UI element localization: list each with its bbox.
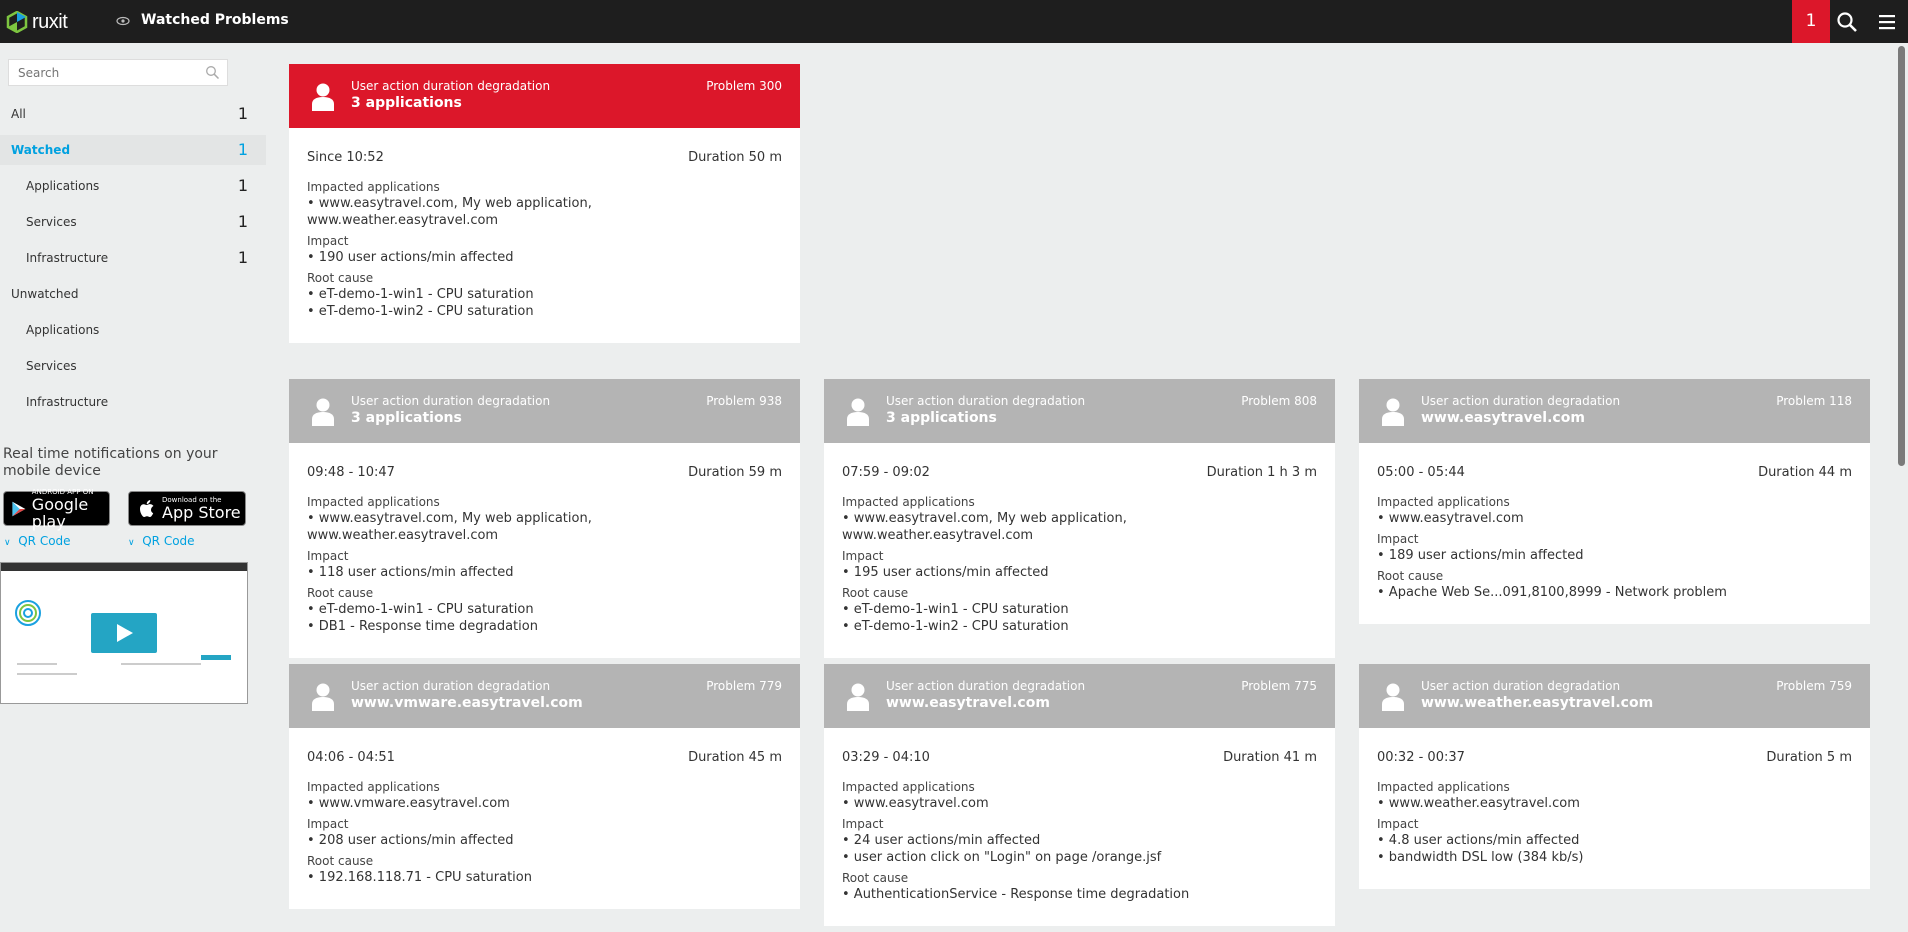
impact-label: Impact	[842, 817, 884, 831]
google-play-button[interactable]	[3, 487, 110, 531]
sidebar-item-unwatched[interactable]	[0, 279, 266, 309]
scrollbar-thumb[interactable]	[1898, 46, 1905, 466]
problem-card[interactable]	[824, 379, 1335, 658]
sidebar-item-unwatched-infrastructure[interactable]	[0, 387, 266, 417]
play-icon[interactable]	[91, 613, 157, 653]
problem-duration: Duration 5 m	[1766, 750, 1852, 765]
impacted-value: • www.easytravel.com, My web application, www.weather.easytravel.com	[307, 511, 592, 543]
problem-card-body	[289, 728, 800, 909]
impact-value: • 208 user actions/min affected	[307, 833, 514, 848]
root_cause-label: Root cause	[842, 871, 909, 885]
sidebar-item-count: 1	[237, 176, 248, 195]
ruxit-logo[interactable]	[6, 11, 67, 33]
impacted-label: Impacted applications	[307, 495, 440, 509]
impacted-label: Impacted applications	[307, 780, 440, 794]
page-title: Watched Problems	[141, 12, 289, 28]
problem-time-row	[1377, 750, 1852, 765]
problem-id: Problem 779	[706, 679, 782, 693]
video-thumbnail[interactable]	[0, 562, 248, 704]
sidebar-item-unwatched-applications[interactable]	[0, 315, 266, 345]
problem-duration: Duration 50 m	[688, 150, 782, 165]
impact-label: Impact	[307, 234, 349, 248]
problem-time-row	[307, 465, 782, 480]
video-thumb-line	[17, 673, 77, 675]
root_cause-value: • eT-demo-1-win2 - CPU saturation	[307, 304, 534, 319]
search-icon[interactable]	[205, 65, 220, 80]
google-play-big: Google play	[31, 494, 89, 531]
problem-time-row	[842, 465, 1317, 480]
logo-text: ruxit	[32, 10, 68, 33]
impact-value: • user action click on "Login" on page /orange.jsf	[842, 850, 1162, 865]
search-box	[8, 59, 228, 86]
impact-value: • 189 user actions/min affected	[1377, 548, 1584, 563]
problem-id: Problem 938	[706, 394, 782, 408]
root_cause-value: • eT-demo-1-win1 - CPU saturation	[307, 602, 534, 617]
problem-affected-apps: www.easytravel.com	[1421, 410, 1585, 426]
problem-type: User action duration degradation	[886, 394, 1086, 408]
impacted-label: Impacted applications	[842, 780, 975, 794]
problem-id: Problem 808	[1241, 394, 1317, 408]
sidebar-item-label: Services	[26, 359, 77, 373]
problem-duration: Duration 41 m	[1223, 750, 1317, 765]
qr-code-link-ios[interactable]	[128, 534, 195, 548]
sidebar-item-watched-infrastructure[interactable]	[0, 243, 266, 273]
problem-time: 04:06 - 04:51	[307, 750, 395, 765]
problem-time: 09:48 - 10:47	[307, 465, 395, 480]
problem-affected-apps: 3 applications	[351, 410, 462, 426]
video-thumb-ring-icon	[13, 598, 43, 628]
root_cause-label: Root cause	[307, 854, 374, 868]
problem-affected-apps: 3 applications	[886, 410, 997, 426]
impact-value: • 190 user actions/min affected	[307, 250, 514, 265]
sidebar-item-count: 1	[237, 140, 248, 159]
problem-type: User action duration degradation	[351, 79, 551, 93]
video-thumb-button	[201, 655, 231, 660]
sidebar-item-label: Infrastructure	[26, 251, 109, 265]
problem-duration: Duration 44 m	[1758, 465, 1852, 480]
problem-card[interactable]	[289, 664, 800, 909]
ruxit-logo-icon	[6, 11, 28, 33]
root_cause-label: Root cause	[842, 586, 909, 600]
app-store-button[interactable]	[128, 491, 246, 526]
problem-card-header[interactable]	[289, 664, 800, 728]
problem-affected-apps: www.vmware.easytravel.com	[351, 695, 583, 711]
sidebar-item-label: Watched	[11, 143, 71, 157]
google-play-icon	[10, 498, 28, 520]
root_cause-value: • eT-demo-1-win2 - CPU saturation	[842, 619, 1069, 634]
user-icon	[311, 682, 335, 712]
problem-card[interactable]	[824, 664, 1335, 926]
problem-card-header[interactable]	[289, 64, 800, 128]
chevron-down-icon: ∨	[4, 538, 11, 548]
impact-label: Impact	[307, 817, 349, 831]
sidebar-item-watched-services[interactable]	[0, 207, 266, 237]
video-thumb-line	[121, 663, 201, 665]
user-icon	[846, 397, 870, 427]
sidebar-item-count: 1	[237, 248, 248, 267]
impacted-value: • www.vmware.easytravel.com	[307, 796, 510, 811]
mobile-promo-text: Real time notifications on your mobile device	[3, 446, 218, 479]
impacted-value: • www.weather.easytravel.com	[1377, 796, 1580, 811]
user-icon	[1381, 397, 1405, 427]
eye-icon	[116, 14, 130, 28]
impacted-value: • www.easytravel.com	[1377, 511, 1524, 526]
problem-card-header[interactable]	[1359, 379, 1870, 443]
problem-type: User action duration degradation	[1421, 679, 1621, 693]
root_cause-value: • eT-demo-1-win1 - CPU saturation	[307, 287, 534, 302]
problem-type: User action duration degradation	[351, 394, 551, 408]
problem-time: Since 10:52	[307, 150, 384, 165]
qr-code-label: QR Code	[142, 534, 195, 548]
problem-time: 03:29 - 04:10	[842, 750, 930, 765]
search-input[interactable]	[9, 60, 189, 85]
sidebar-item-label: Unwatched	[11, 287, 79, 301]
problem-affected-apps: www.weather.easytravel.com	[1421, 695, 1654, 711]
problem-card[interactable]	[289, 64, 800, 343]
problem-id: Problem 759	[1776, 679, 1852, 693]
sidebar-item-label: Services	[26, 215, 77, 229]
problem-card-body	[824, 728, 1335, 926]
root_cause-value: • Apache Web Se...091,8100,8999 - Network problem	[1377, 585, 1727, 600]
user-icon	[1381, 682, 1405, 712]
menu-icon[interactable]	[1876, 10, 1900, 34]
root_cause-label: Root cause	[307, 271, 374, 285]
sidebar-item-label: Infrastructure	[26, 395, 109, 409]
problem-duration: Duration 59 m	[688, 465, 782, 480]
problem-time: 00:32 - 00:37	[1377, 750, 1465, 765]
user-icon	[311, 397, 335, 427]
problem-card-body	[1359, 443, 1870, 624]
app-store-big: App Store	[162, 503, 241, 522]
sidebar-item-label: All	[11, 107, 26, 121]
impact-value: • 118 user actions/min affected	[307, 565, 514, 580]
problem-card-header[interactable]	[1359, 664, 1870, 728]
user-icon	[311, 82, 335, 112]
app-store-small: Download on the	[162, 496, 222, 504]
user-icon	[846, 682, 870, 712]
impacted-value: • www.easytravel.com, My web application, www.weather.easytravel.com	[842, 511, 1127, 543]
sidebar-item-count: 1	[237, 212, 248, 231]
impact-value: • 4.8 user actions/min affected	[1377, 833, 1580, 848]
problem-card[interactable]	[289, 379, 800, 658]
impact-label: Impact	[307, 549, 349, 563]
sidebar-item-watched[interactable]	[0, 135, 266, 165]
impact-label: Impact	[842, 549, 884, 563]
root_cause-label: Root cause	[307, 586, 374, 600]
problem-affected-apps: www.easytravel.com	[886, 695, 1050, 711]
root_cause-value: • eT-demo-1-win1 - CPU saturation	[842, 602, 1069, 617]
qr-code-link-android[interactable]	[4, 534, 71, 548]
qr-code-label: QR Code	[18, 534, 71, 548]
impacted-label: Impacted applications	[1377, 780, 1510, 794]
problem-id: Problem 118	[1776, 394, 1852, 408]
impacted-label: Impacted applications	[307, 180, 440, 194]
problem-card-body	[824, 443, 1335, 658]
root_cause-label: Root cause	[1377, 569, 1444, 583]
sidebar-item-count: 1	[237, 104, 248, 123]
impact-value: • bandwidth DSL low (384 kb/s)	[1377, 850, 1584, 865]
impacted-value: • www.easytravel.com	[842, 796, 989, 811]
root_cause-value: • 192.168.118.71 - CPU saturation	[307, 870, 532, 885]
sidebar-item-watched-applications[interactable]	[0, 171, 266, 201]
problem-time-row	[1377, 465, 1852, 480]
problem-time: 07:59 - 09:02	[842, 465, 930, 480]
search-icon[interactable]	[1835, 10, 1859, 34]
problem-id: Problem 775	[1241, 679, 1317, 693]
chevron-down-icon: ∨	[128, 538, 135, 548]
google-play-small: ANDROID APP ON	[31, 487, 94, 496]
root_cause-value: • AuthenticationService - Response time degradation	[842, 887, 1190, 902]
problem-time-row	[842, 750, 1317, 765]
problem-id: Problem 300	[706, 79, 782, 93]
problem-card-body	[289, 443, 800, 658]
problem-card-body	[1359, 728, 1870, 889]
problem-time: 05:00 - 05:44	[1377, 465, 1465, 480]
apple-icon	[137, 498, 157, 520]
problem-duration: Duration 1 h 3 m	[1206, 465, 1317, 480]
sidebar-item-all[interactable]	[0, 99, 266, 129]
problem-card[interactable]	[1359, 664, 1870, 889]
problem-card-body	[289, 128, 800, 343]
impact-value: • 195 user actions/min affected	[842, 565, 1049, 580]
impact-label: Impact	[1377, 532, 1419, 546]
impacted-value: • www.easytravel.com, My web application, www.weather.easytravel.com	[307, 196, 592, 228]
video-thumb-titlebar	[1, 563, 248, 571]
sidebar-item-label: Applications	[26, 323, 100, 337]
problem-time-row	[307, 150, 782, 165]
impacted-label: Impacted applications	[1377, 495, 1510, 509]
sidebar-item-label: Applications	[26, 179, 100, 193]
problem-card-header[interactable]	[824, 664, 1335, 728]
impact-value: • 24 user actions/min affected	[842, 833, 1041, 848]
problem-type: User action duration degradation	[351, 679, 551, 693]
problem-count-badge[interactable]: 1	[1792, 0, 1830, 43]
problem-type: User action duration degradation	[1421, 394, 1621, 408]
problem-time-row	[307, 750, 782, 765]
problem-duration: Duration 45 m	[688, 750, 782, 765]
top-bar	[0, 0, 1908, 43]
impacted-label: Impacted applications	[842, 495, 975, 509]
impact-label: Impact	[1377, 817, 1419, 831]
problem-card-header[interactable]	[824, 379, 1335, 443]
sidebar-item-unwatched-services[interactable]	[0, 351, 266, 381]
problem-affected-apps: 3 applications	[351, 95, 462, 111]
root_cause-value: • DB1 - Response time degradation	[307, 619, 538, 634]
problem-card[interactable]	[1359, 379, 1870, 624]
problem-card-header[interactable]	[289, 379, 800, 443]
video-thumb-line	[17, 663, 57, 665]
problem-type: User action duration degradation	[886, 679, 1086, 693]
